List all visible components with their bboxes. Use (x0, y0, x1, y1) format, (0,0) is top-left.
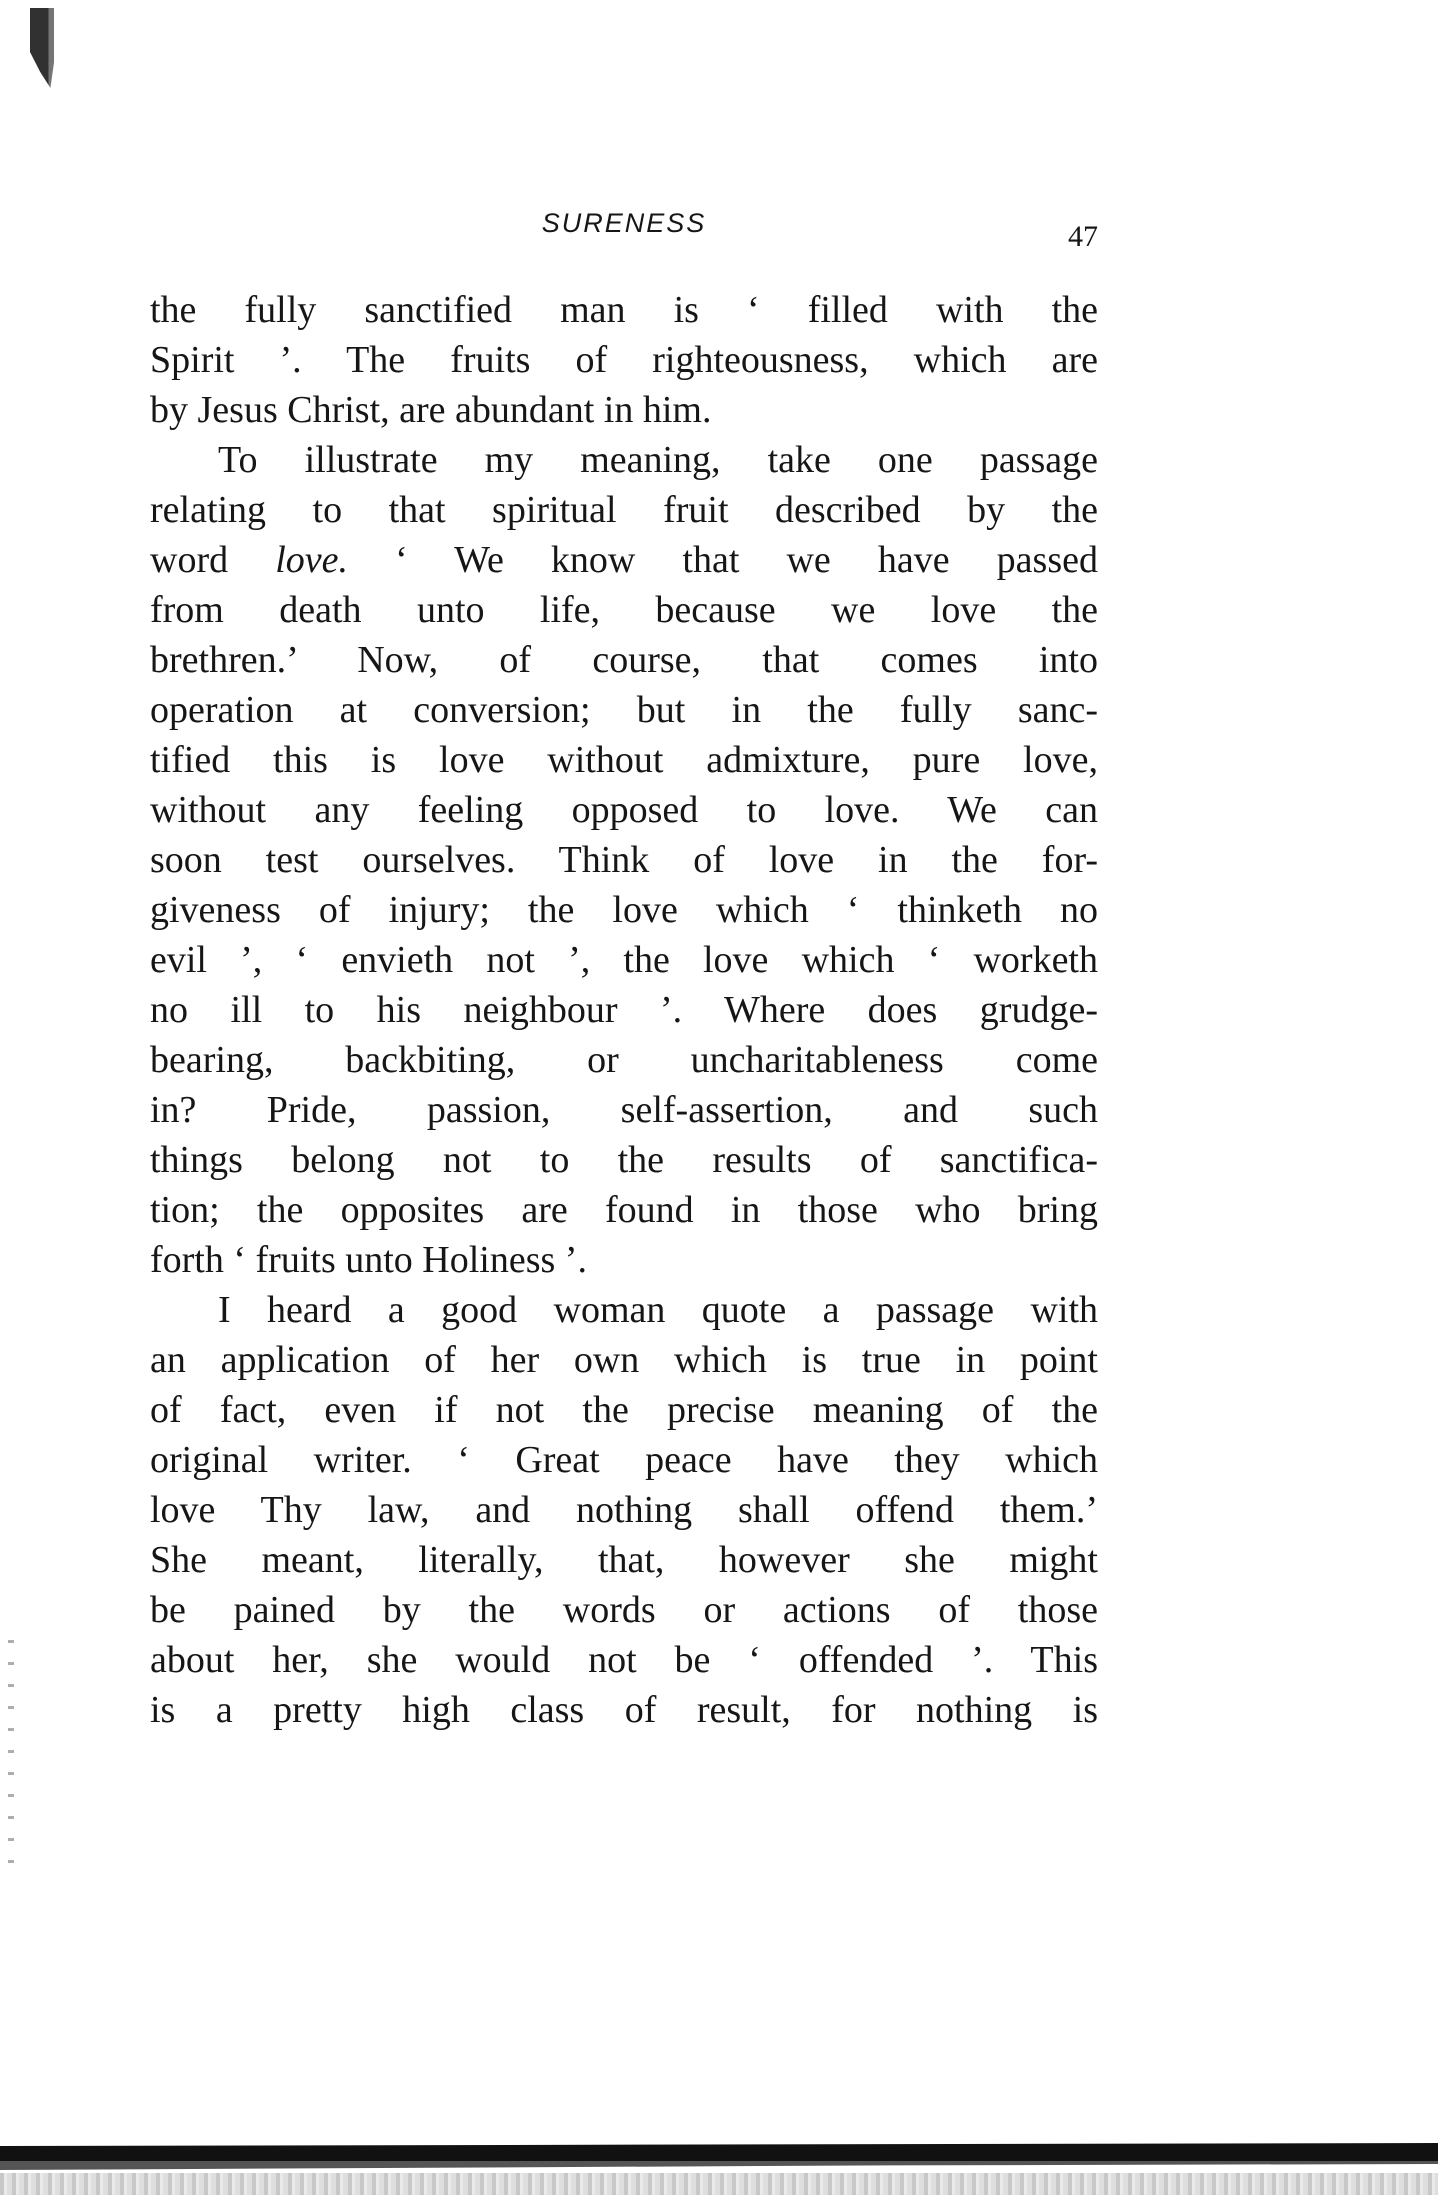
text-line: operation at conversion; but in the fully sanc- (150, 689, 1098, 731)
text-line: by Jesus Christ, are abundant in him. (150, 389, 712, 431)
text-segment: word (150, 539, 276, 581)
page-number: 47 (1068, 220, 1098, 253)
text-line: tion; the opposites are found in those who bring (150, 1189, 1098, 1231)
scan-artifact-left (8, 1640, 14, 1880)
text-line: love Thy law, and nothing shall offend them.’ (150, 1489, 1098, 1531)
text-line: things belong not to the results of sanctifica- (150, 1139, 1098, 1181)
text-line: tified this is love without admixture, pure love, (150, 739, 1098, 781)
body-text (150, 285, 1098, 1735)
text-line (150, 535, 1098, 585)
text-line: bearing, backbiting, or uncharitableness come (150, 1039, 1098, 1081)
text-line: original writer. ‘ Great peace have they which (150, 1439, 1098, 1481)
text-line: is a pretty high class of result, for nothing is (150, 1689, 1098, 1731)
scan-edge-noise (0, 2173, 1438, 2195)
text-line: be pained by the words or actions of those (150, 1589, 1098, 1631)
text-line: from death unto life, because we love the (150, 589, 1098, 631)
text-line: no ill to his neighbour ’. Where does grudge- (150, 989, 1098, 1031)
text-line: She meant, literally, that, however she might (150, 1539, 1098, 1581)
text-line: about her, she would not be ‘ offended ’. This (150, 1639, 1098, 1681)
text-line: forth ‘ fruits unto Holiness ’. (150, 1239, 587, 1281)
text-line: of fact, even if not the precise meaning of the (150, 1389, 1098, 1431)
scan-edge-bar (0, 2143, 1438, 2173)
text-line: evil ’, ‘ envieth not ’, the love which ‘ worketh (150, 939, 1098, 981)
text-line: relating to that spiritual fruit described by the (150, 489, 1098, 531)
text-line: I heard a good woman quote a passage with (218, 1289, 1098, 1331)
text-line: in? Pride, passion, self-assertion, and such (150, 1089, 1098, 1131)
text-line: giveness of injury; the love which ‘ thinketh no (150, 889, 1098, 931)
text-segment: ‘ We know that we have passed (347, 539, 1098, 581)
running-head (150, 208, 1098, 258)
text-line: Spirit ’. The fruits of righteousness, which are (150, 339, 1098, 381)
text-line: the fully sanctified man is ‘ filled with the (150, 289, 1098, 331)
text-line: without any feeling opposed to love. We can (150, 789, 1098, 831)
text-line: an application of her own which is true in point (150, 1339, 1098, 1381)
running-title: SURENESS (541, 208, 707, 238)
text-line: To illustrate my meaning, take one passage (218, 439, 1098, 481)
text-line: brethren.’ Now, of course, that comes into (150, 639, 1098, 681)
italic-word: love. (275, 539, 348, 581)
text-line: soon test ourselves. Think of love in the for- (150, 839, 1098, 881)
scan-artifact-top (30, 8, 64, 88)
